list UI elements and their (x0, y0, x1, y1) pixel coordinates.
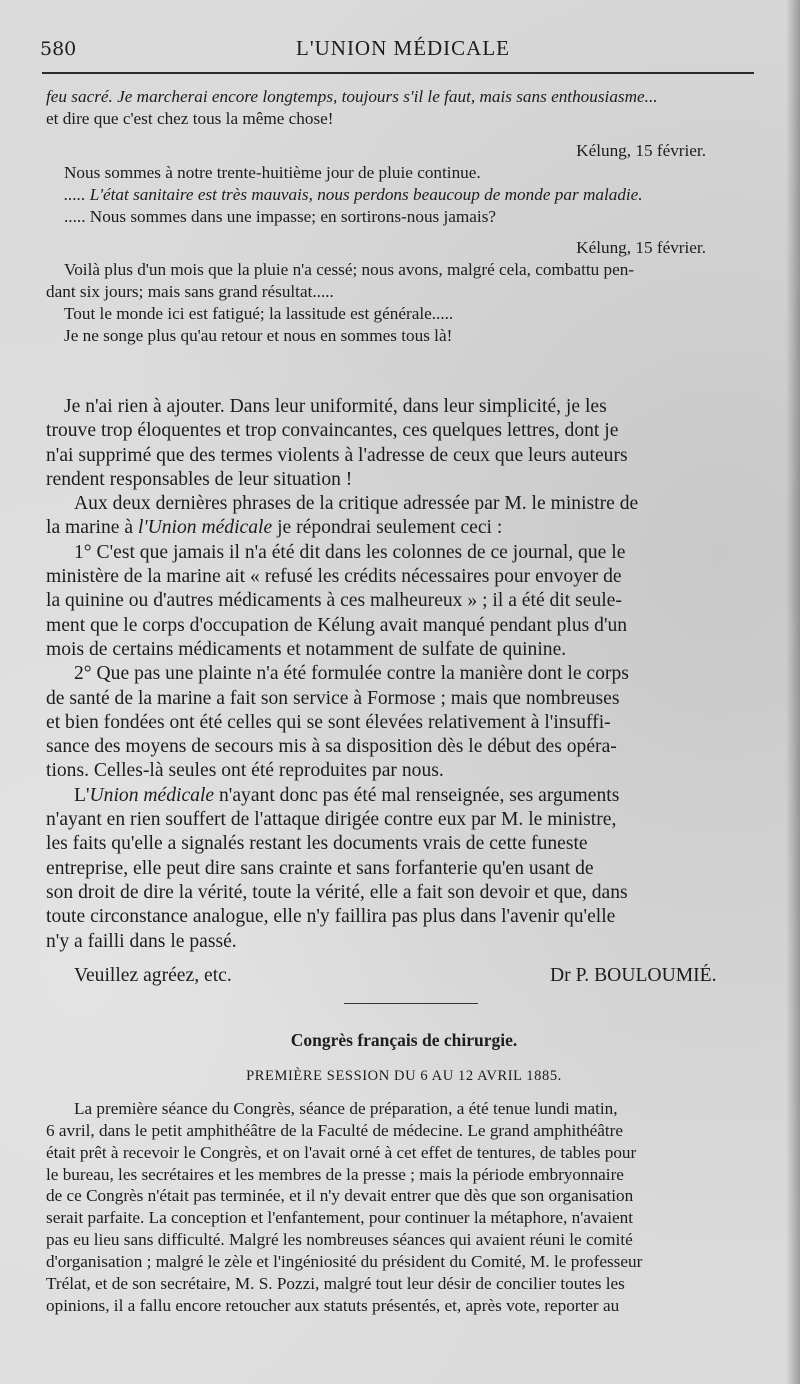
body-text: la marine à (46, 517, 138, 539)
body-line: les faits qu'elle a signalés restant les documents vrais de cette funeste (46, 833, 588, 855)
body-line: de santé de la marine a fait son service à Formose ; mais que nombreuses (46, 687, 620, 709)
section-title: Congrès français de chirurgie. (290, 1030, 518, 1050)
body-line: 1° C'est que jamais il n'a été dit dans les colonnes de ce journal, que le (74, 541, 626, 563)
body-line: entreprise, elle peut dire sans crainte et sans forfanterie qu'en usant de (46, 857, 594, 879)
letter-line (46, 184, 762, 206)
body-line: n'ayant en rien souffert de l'attaque dirigée contre eux par M. le ministre, (46, 809, 617, 831)
main-body (46, 395, 762, 988)
congres-line: de ce Congrès n'était pas terminée, et il n'y devait entrer que dès que son organisation (46, 1186, 634, 1206)
letter-line: dant six jours; mais sans grand résultat..... (46, 282, 334, 302)
body-text: je répondrai seulement ceci : (272, 517, 503, 539)
body-line: Aux deux dernières phrases de la critique adressée par M. le ministre de (74, 493, 639, 515)
body-line: 2° Que pas une plainte n'a été formulée contre la manière dont le corps (74, 663, 629, 685)
letters-excerpt (46, 86, 762, 347)
letter-line: Tout le monde ici est fatigué; la lassitude est générale..... (64, 304, 454, 324)
journal-name: l'Union médicale (137, 517, 273, 539)
congres-line: serait parfaite. La conception et l'enfantement, pour continuer la métaphore, n'avaient (46, 1208, 633, 1228)
body-line: et bien fondées ont été celles qui se sont élevées relativement à l'insuffi- (46, 711, 611, 733)
congres-line: était prêt à recevoir le Congrès, et on l'avait orné à cet effet de tentures, de tables pour (46, 1142, 637, 1162)
body-text: L' (74, 784, 90, 806)
body-line: tions. Celles-là seules ont été reproduites par nous. (46, 760, 444, 782)
congres-line: opinions, il a fallu encore retoucher aux statuts présentés, et, après vote, reporter au (46, 1295, 620, 1315)
page-number: 580 (40, 38, 77, 60)
body-line: n'ai supprimé que des termes violents à l'adresse de ceux que leurs auteurs (46, 444, 628, 466)
body-line: ment que le corps d'occupation de Kélung avait manqué pendant plus d'un (46, 614, 628, 636)
body-line: rendent responsables de leur situation ! (46, 468, 353, 490)
letter-text: feu sacré. Je marcherai encore longtemps, toujours s'il le faut, mais sans enthousiasme... (46, 87, 658, 106)
congres-line: 6 avril, dans le petit amphithéâtre de la Faculté de médecine. Le grand amphithéâtre (46, 1120, 623, 1140)
letter-line: et dire que c'est chez tous la même chose! (46, 108, 334, 128)
body-line: toute circonstance analogue, elle n'y faillira pas plus dans l'avenir qu'elle (46, 906, 616, 928)
page-edge-shadow (786, 0, 800, 1384)
body-line: ministère de la marine ait « refusé les crédits nécessaires pour envoyer de (46, 566, 622, 588)
body-line (46, 784, 762, 808)
body-line: la quinine ou d'autres médicaments à ces malheureux » ; il a été dit seule- (46, 590, 622, 612)
running-title: L'UNION MÉDICALE (296, 36, 511, 60)
body-line: mois de certains médicaments et notamment de sulfate de quinine. (46, 638, 567, 660)
letter-line: Nous sommes à notre trente-huitième jour de pluie continue. (64, 162, 481, 182)
body-line (46, 516, 762, 540)
letter-line: Voilà plus d'un mois que la pluie n'a cessé; nous avons, malgré cela, combattu pen- (64, 260, 635, 280)
letter-line (46, 86, 762, 108)
signature: Dr P. BOULOUMIÉ. (550, 964, 717, 986)
congres-line: le bureau, les secrétaires et les membres de la presse ; mais la période embryonnaire (46, 1164, 624, 1184)
journal-name: Union médicale (89, 784, 215, 806)
session-subtitle: PREMIÈRE SESSION DU 6 AU 12 AVRIL 1885. (246, 1067, 562, 1084)
letter-line: ..... Nous sommes dans une impasse; en sortirons-nous jamais? (64, 206, 497, 226)
letter-line: Je ne songe plus qu'au retour et nous en sommes tous là! (64, 326, 453, 346)
body-text: n'ayant donc pas été mal renseignée, ses arguments (214, 784, 620, 806)
congres-line: d'organisation ; malgré le zèle et l'ingéniosité du président du Comité, M. le professeur (46, 1252, 643, 1272)
body-line: son droit de dire la vérité, toute la vérité, elle a fait son devoir et que, dans (46, 881, 628, 903)
congres-line: La première séance du Congrès, séance de préparation, a été tenue lundi matin, (74, 1098, 618, 1118)
body-line: sance des moyens de secours mis à sa disposition dès le début des opéra- (46, 736, 617, 758)
letter-dateline: Kélung, 15 février. (576, 238, 706, 258)
page-header (40, 34, 760, 64)
congres-section (46, 1030, 762, 1317)
header-rule (42, 72, 754, 74)
section-separator (344, 1003, 478, 1004)
closing-formula: Veuillez agréez, etc. (74, 964, 232, 986)
congres-line: pas eu lieu sans difficulté. Malgré les nombreuses séances qui avaient réuni le comité (46, 1230, 633, 1250)
closing-line (46, 964, 762, 988)
letter-dateline: Kélung, 15 février. (576, 140, 706, 160)
body-line: Je n'ai rien à ajouter. Dans leur uniformité, dans leur simplicité, je les (64, 396, 607, 417)
letter-text: ..... L'état sanitaire est très mauvais, nous perdons beaucoup de monde par maladie. (64, 184, 643, 204)
congres-line: Trélat, et de son secrétaire, M. S. Pozzi, malgré tout leur désir de concilier toutes les (46, 1274, 625, 1294)
body-line: n'y a failli dans le passé. (46, 930, 237, 952)
body-line: trouve trop éloquentes et trop convaincantes, ces quelques lettres, dont je (46, 420, 619, 442)
